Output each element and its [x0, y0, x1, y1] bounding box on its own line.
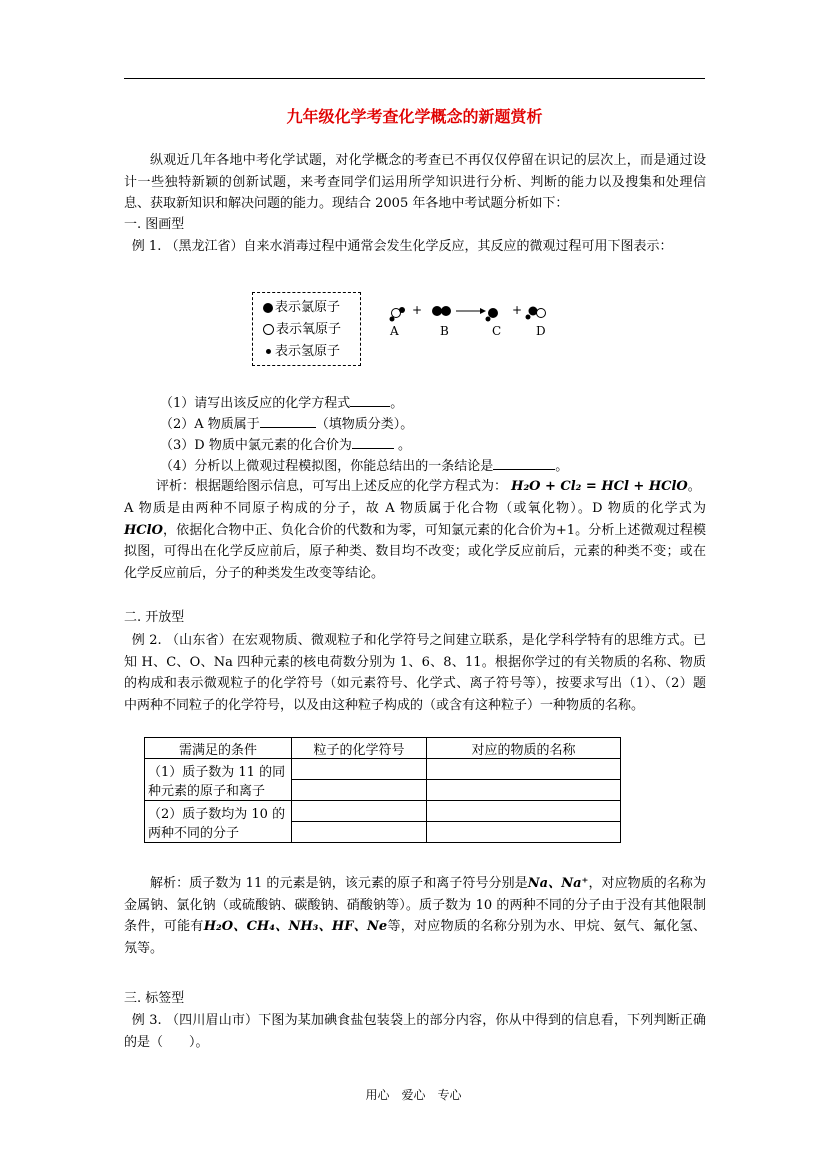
- table-row: [145, 801, 621, 822]
- answer-cell[interactable]: [427, 780, 621, 801]
- table-header: 需满足的条件: [145, 738, 292, 759]
- answer-cell[interactable]: [427, 759, 621, 780]
- section3-heading: 三. 标签型: [124, 991, 185, 1006]
- analysis2-paragraph: 解析：质子数为 11 的元素是钠，该元素的原子和离子符号分别是Na、Na⁺，对应物质的名称为金属钠、氯化钠（或硫酸钠、碳酸钠、硝酸钠等）。质子数为 10 的两种不同的分子由于没有其他限制条件，可能有H₂O、CH₄、NH₃、HF、Ne等，对应物质的名称分别为水、甲烷、氨气、氟化氢、氖等。: [124, 876, 706, 956]
- legend-chlorine: 表示氯原子: [263, 297, 360, 319]
- page-title: 九年级化学考查化学概念的新题赏析: [286, 107, 543, 126]
- reaction-arrow: [456, 308, 486, 314]
- sodium-symbols: Na、Na⁺: [527, 876, 589, 891]
- molecule-formulas: H₂O、CH₄、NH₃、HF、Ne: [203, 919, 388, 934]
- reaction-equation: H₂O + Cl₂ = HCl + HClO: [511, 479, 688, 494]
- label-b: B: [440, 324, 449, 338]
- condition-cell: （2）质子数均为 10 的两种不同的分子: [145, 801, 292, 843]
- answer-cell[interactable]: [292, 801, 427, 822]
- table-header: 对应的物质的名称: [427, 738, 621, 759]
- question-2: （2）A 物质属于 （填物质分类）。: [160, 414, 413, 435]
- chlorine-atom-icon: [263, 303, 273, 313]
- table-header-row: [145, 738, 621, 759]
- label-c: C: [492, 324, 502, 338]
- section2-heading: 二. 开放型: [124, 610, 185, 625]
- condition-cell: （1）质子数为 11 的同种元素的原子和离子: [145, 759, 292, 801]
- label-d: D: [536, 324, 546, 338]
- answer-cell[interactable]: [292, 759, 427, 780]
- answer-blank: [493, 456, 555, 470]
- question-3: （3）D 物质中氯元素的化合价为 。: [160, 435, 411, 456]
- svg-text:+: +: [512, 303, 523, 317]
- table-header: 粒子的化学符号: [292, 738, 427, 759]
- answer-cell[interactable]: [427, 801, 621, 822]
- reaction-diagram: [384, 300, 554, 342]
- hydrogen-atom-icon: [266, 349, 271, 354]
- answer-cell[interactable]: [292, 780, 427, 801]
- answer-table: [144, 737, 621, 843]
- molecule-d: [526, 307, 546, 320]
- legend-oxygen: 表示氧原子: [263, 319, 360, 341]
- legend-hydrogen: 表示氢原子: [263, 341, 360, 363]
- answer-blank: [260, 414, 316, 428]
- hclo-formula: HClO: [124, 522, 163, 538]
- question-1: （1）请写出该反应的化学方程式 。: [160, 393, 403, 414]
- example1-text: 例 1. （黑龙江省）自来水消毒过程中通常会发生化学反应，其反应的微观过程可用下图表示：: [131, 239, 673, 254]
- example3-text: 例 3. （四川眉山市）下图为某加碘食盐包装袋上的部分内容，你从中得到的信息看，下列判断正确的是（ ）。: [124, 1013, 706, 1050]
- question-4: （4）分析以上微观过程模拟图，你能总结出的一条结论是 。: [160, 456, 568, 477]
- molecule-b: [432, 306, 451, 316]
- oxygen-atom-icon: [263, 324, 274, 335]
- svg-text:+: +: [412, 303, 423, 317]
- page-footer: 用心 爱心 专心: [365, 1088, 462, 1102]
- analysis1-lead: 评析：根据题给图示信息，可写出上述反应的化学方程式为： H₂O + Cl₂ = HCl + HClO。: [156, 479, 701, 494]
- molecule-a: [390, 307, 406, 322]
- molecule-c: [486, 308, 499, 322]
- table-row: [145, 759, 621, 780]
- answer-blank: [352, 435, 394, 449]
- answer-cell[interactable]: [292, 822, 427, 843]
- analysis1-paragraph: A 物质是由两种不同原子构成的分子，故 A 物质属于化合物（或氧化物）。D 物质的化学式为HClO，依据化合物中正、负化合价的代数和为零，可知氯元素的化合价为+1。分析上述微观过程模拟图，可得出在化学反应前后，原子种类、数目均不改变；或化学反应前后，元素的种类不变；或在化学反应前后，分子的种类发生改变等结论。: [124, 501, 706, 581]
- label-a: A: [390, 324, 399, 338]
- intro-paragraph: 纵观近几年各地中考化学试题，对化学概念的考查已不再仅仅停留在识记的层次上，而是通过设计一些独特新颖的创新试题，来考查同学们运用所学知识进行分析、判断的能力以及搜集和处理信息、获取新知识和解决问题的能力。现结合 2005 年各地中考试题分析如下：: [124, 153, 706, 211]
- section1-heading: 一. 图画型: [124, 217, 185, 232]
- answer-cell[interactable]: [427, 822, 621, 843]
- legend-box: [252, 292, 361, 366]
- example2-text: 例 2. （山东省）在宏观物质、微观粒子和化学符号之间建立联系，是化学科学特有的思维方式。已知 H、C、O、Na 四种元素的核电荷数分别为 1、6、8、11。根据你学过的有关物质的名称、物质的构成和表示微观粒子的化学符号（如元素符号、化学式、离子符号等），按要求写出（1）、（2）题中两种不同粒子的化学符号，以及由这种粒子构成的（或含有这种粒子）一种物质的名称。: [124, 633, 706, 713]
- answer-blank: [350, 393, 390, 407]
- top-rule: [124, 78, 705, 79]
